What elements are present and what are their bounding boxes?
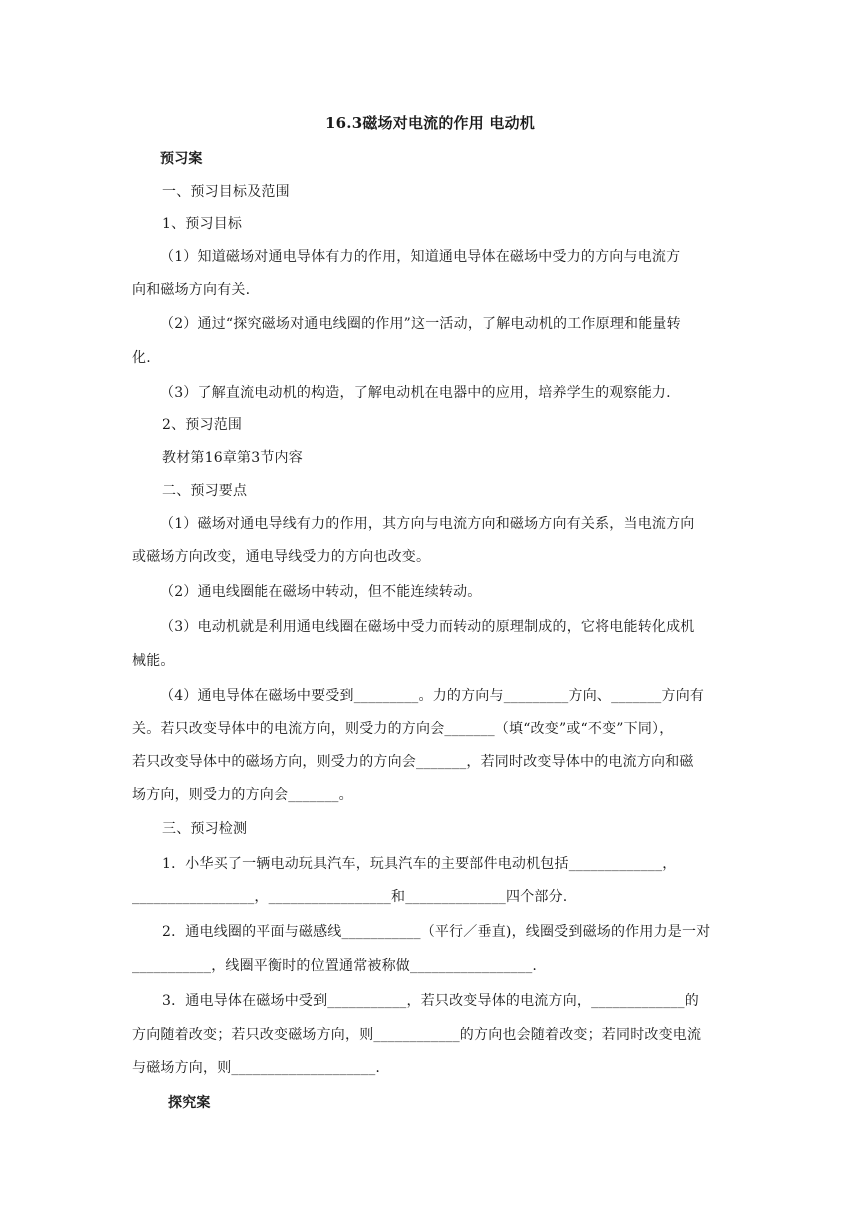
- goal1-line1: （1）知道磁场对通电导体有力的作用，知道通电导体在磁场中受力的方向与电流方: [160, 249, 681, 265]
- goal2-line2: 化.: [132, 350, 151, 366]
- question3-line3: 与磁场方向，则____________________.: [132, 1060, 381, 1076]
- part2-heading: 二、预习要点: [162, 483, 248, 499]
- point4-line1: （4）通电导体在磁场中要受到_________。力的方向与_________方向、_______方向有: [160, 688, 705, 704]
- question1-line1: 1．小华买了一辆电动玩具汽车，玩具汽车的主要部件电动机包括_____________，: [162, 856, 677, 872]
- section-explore-heading: 探究案: [168, 1095, 211, 1111]
- goal1-line2: 向和磁场方向有关.: [132, 282, 251, 298]
- point2: （2）通电线圈能在磁场中转动，但不能连续转动。: [160, 584, 482, 600]
- section-preview-heading: 预习案: [160, 151, 203, 167]
- scope-text: 教材第16章第3节内容: [162, 450, 303, 466]
- goal3: （3）了解直流电动机的构造，了解电动机在电器中的应用，培养学生的观察能力.: [160, 385, 671, 401]
- document-title: 16.3磁场对电流的作用 电动机: [325, 114, 535, 132]
- question3-line2: 方向随着改变；若只改变磁场方向，则____________的方向也会随着改变；若同时改变电流: [132, 1027, 702, 1043]
- goals-heading: 1、预习目标: [162, 216, 243, 232]
- point3-line2: 械能。: [132, 653, 175, 669]
- question2-line2: ___________，线圈平衡时的位置通常被称做_________________.: [132, 958, 538, 974]
- question2-line1: 2．通电线圈的平面与磁感线___________（平行／垂直)，线圈受到磁场的作用力是一对: [162, 924, 711, 940]
- goal2-line1: （2）通过“探究磁场对通电线圈的作用”这一活动，了解电动机的工作原理和能量转: [160, 316, 681, 332]
- point4-line2: 关。若只改变导体中的电流方向，则受力的方向会_______（填“改变”或“不变”下同），: [132, 721, 674, 737]
- point4-line4: 场方向，则受力的方向会_______。: [132, 787, 353, 803]
- point1-line1: （1）磁场对通电导线有力的作用，其方向与电流方向和磁场方向有关系，当电流方向: [160, 516, 695, 532]
- question1-line2: _________________，_________________和______________四个部分.: [132, 889, 568, 905]
- point1-line2: 或磁场方向改变，通电导线受力的方向也改变。: [132, 549, 431, 565]
- point4-line3: 若只改变导体中的磁场方向，则受力的方向会_______，若同时改变导体中的电流方向和磁: [132, 754, 694, 770]
- point3-line1: （3）电动机就是利用通电线圈在磁场中受力而转动的原理制成的，它将电能转化成机: [160, 619, 695, 635]
- question3-line1: 3．通电导体在磁场中受到___________，若只改变导体的电流方向，_____________的: [162, 993, 699, 1009]
- scope-heading: 2、预习范围: [162, 417, 243, 433]
- part3-heading: 三、预习检测: [162, 821, 248, 837]
- part1-heading: 一、预习目标及范围: [162, 184, 290, 200]
